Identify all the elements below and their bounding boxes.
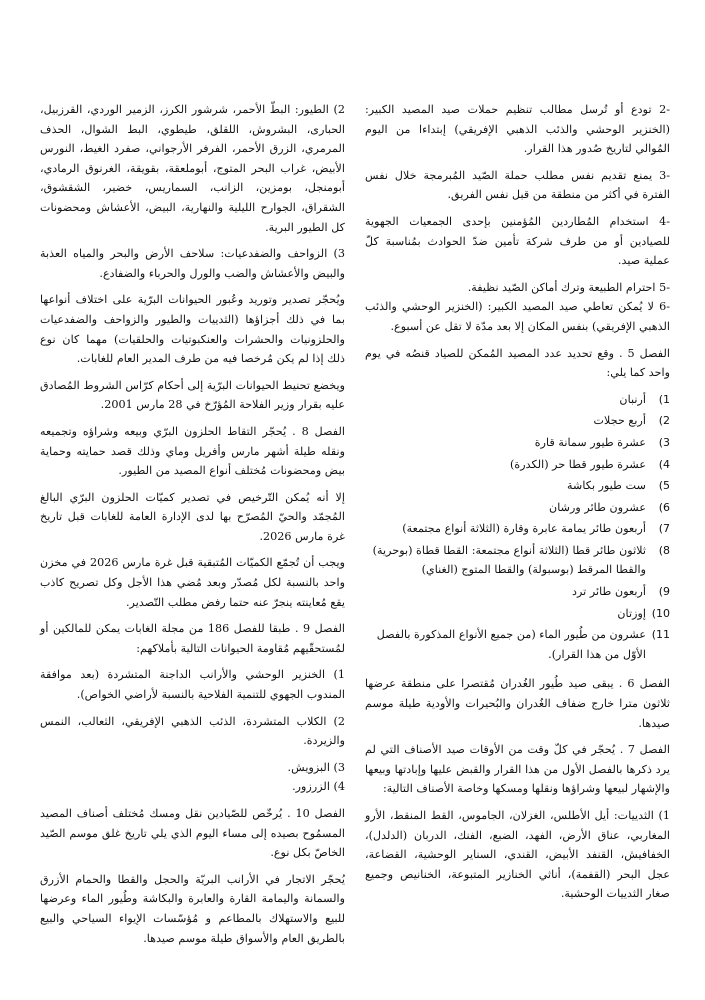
right-column bbox=[365, 100, 670, 911]
list-item: 10) إوزتان bbox=[617, 606, 670, 620]
paragraph: ويخضع تحنيط الحيوانات البرّية إلى أحكام كرّاس الشروط المُصادق عليه بقرار وزير الفلاحة المُؤرّخ في 28 مارس 2001. bbox=[40, 378, 345, 412]
list-item: 5) ست طيور بكاشة bbox=[566, 479, 670, 493]
paragraph: -6 لا يُمكن تعاطي صيد المصيد الكبير: (الخنزير الوحشي والذئب الذهبي الإفريقي) بنفس المكان إلا بعد مدّة لا تقل عن أسبوع. bbox=[365, 300, 670, 333]
paragraph: ويُحجّر تصدير وتوريد وعُبور الحيوانات البرّية على اختلاف أنواعها بما في ذلك أجزاؤها (الثدييات والطيور والزواحف والضفدعيات والحلزونيات والحشرات والعنكبوتيات والحلقيات) مهما كان نوع ذلك إذا لم يكن مُرخصا فيه من طرف المدير العام للغابات. bbox=[40, 293, 345, 366]
mammals-paragraph: 1) الثدييات: أيل الأطلس، الغزلان، الجاموس، القط المنقط، الأرو المغاربي، عناق الأرض، الفهد، الضبع، الفنك، الدربان (الدلدل)، الخفافيش، القنفد الأبيض، القندي، السناير الوحشية، القضاعة، عجل البحر (القفمة)، أناثي الخنازير المتبوعة، الخنانيص وجميع صغار الثدييات الوحشية. bbox=[365, 809, 670, 901]
paragraph: -4 استخدام المُطاردين المُؤمنين بإحدى الجمعيات الجهوية للصيادين أو من طرف شركة تأمين ضدّ الحوادث بمُناسبة كلّ عملية صيد. bbox=[365, 214, 670, 268]
left-column bbox=[40, 100, 345, 955]
reptiles-paragraph: 3) الزواحف والضفدعيات: سلاحف الأرض والبحر والمياه العذبة والبيض والأعشاش والضب والورل والحرباء والضفادع. bbox=[40, 247, 345, 280]
list-item: 6) عشرون طائر ورشان bbox=[549, 500, 670, 514]
list-item: 2) أربع حجلات bbox=[593, 414, 670, 428]
article-5-intro: الفصل 5 . وقع تحديد عدد المصيد المُمكن للصياد قنصُه في يوم واحد كما يلي: bbox=[365, 346, 670, 380]
list-item: 1) أرنبان bbox=[619, 392, 670, 406]
article-9-intro: الفصل 9 . طبقا للفصل 186 من مجلة الغابات يمكن للمالكين أو لمُستحقّيهم مُقاومة الحيوانات التالية بأملاكهم: bbox=[40, 622, 345, 655]
list-item: 1) الخنزير الوحشي والأرانب الداجنة المتشردة (بعد موافقة المندوب الجهوي للتنمية الفلاحية بالنسبة لأراضي الخواص). bbox=[40, 668, 345, 702]
list-item: 4) الزرزور. bbox=[292, 780, 345, 794]
paragraph: -5 احترام الطبيعة وترك أماكن الصّيد نظيفة. bbox=[467, 280, 670, 294]
list-item: 4) عشرة طيور قطا حر (الكدرة) bbox=[510, 457, 670, 471]
list-item: 7) أربعون طائر يمامة عابرة وقارة (الثلاثة أنواع مجتمعة) bbox=[402, 522, 670, 536]
paragraph: -3 يمنع تقديم نفس مطلب حملة الصّيد المُبرمجة خلال نفس الفترة في أكثر من منطقة من قبل نفس الفريق. bbox=[365, 168, 670, 202]
list-item: 11) عشرون من طُيور الماء (من جميع الأنواع المذكورة بالفصل الأوّل من هذا القرار). bbox=[376, 628, 670, 661]
article-10: الفصل 10 . يُرخّص للصّيادين نقل ومسك مُختلف أصناف المصيد المسمُوح بصيده إلى مساء اليوم الذي يلي تاريخ غلق موسم الصّيد الخاصّ بكل نوع. bbox=[40, 807, 345, 860]
paragraph: إلا أنه يُمكن التّرخيص في تصدير كميّات الحلزون البرّي البالغ المُجمّد والحيّ المُصرّح بها لدى الإدارة العامة للغابات قبل تاريخ غرة مارس 2026. bbox=[40, 490, 345, 543]
list-item: 3) عشرة طيور سمانة قارة bbox=[534, 435, 670, 449]
article-6: الفصل 6 . يبقى صيد طُيور الغُدران مُقتصرا على منطقة عرضها ثلاثون مترا خارج ضفاف الغُدران والبُحيرات والأودية طيلة موسم صيدها. bbox=[365, 677, 670, 730]
list-item: 3) البزويش. bbox=[287, 760, 345, 774]
list-item: 9) أربعون طائر ترد bbox=[572, 585, 670, 599]
list-item: 2) الكلاب المتشردة، الذئب الذهبي الإفريقي، الثعالب، النمس والزيردة. bbox=[40, 714, 345, 748]
paragraph: ويجب أن تُجمّع الكميّات المُتبقية قبل غرة مارس 2026 في مخزن واحد بالنسبة لكل مُصدّر وبعد مُضي هذا الأجل وكل تصريح كاذب يقع مُعاينته ينجرّ عنه حتما رفض مطلب التّصدير. bbox=[40, 556, 346, 609]
paragraph: يُحجّر الاتجار في الأرانب البريّة والحجل والقطا والحمام الأزرق والسمانة واليمامة القارة والعابرة والبكاشة وطُيور الماء وعرضها للبيع والاستهلاك بالمطاعم و مُؤسّسات الإيواء السياحي والبيع بالطريق العام والأسواق طيلة موسم صيدها. bbox=[40, 872, 345, 945]
catch-limit-list bbox=[365, 390, 670, 665]
paragraph: -2 تودع أو تُرسل مطالب تنظيم حملات صيد المصيد الكبير: (الخنزير الوحشي والذئب الذهبي الإفريقي) إبتداءا من اليوم المُوالي لتاريخ صُدور هذا القرار. bbox=[365, 103, 670, 156]
birds-paragraph: 2) الطيور: البطّ الأحمر، شرشور الكرز، الزمير الوردي، القرزبيل، الحبارى، البشروش، اللقلق، طيطوي، البط الشوال، الحذف المرمري، الزرق الأحمر، الفرفر الأرجواني، صفرد الغيط، النورس الأبيض، غراب البحر المتوج، أبوملعقة، بقويقة، الغرنوق الرمادي، أبومنجل، بومزين، الزانب، السماريس، خضير، الشقشوق، الشقراق، الجوارح الليلية والنهارية، البيض، الأعشاش ومحضونات كل الطيور البرية. bbox=[40, 103, 345, 234]
article-8: الفصل 8 . يُحجّر التقاط الحلزون البرّي وبيعه وشراؤه وتجميعه ونقله طيلة أشهر مارس وأفريل وماي وذلك قصد حمايته وحماية بيض ومحضونات مُختلف أنواع المصيد من الطيور. bbox=[40, 424, 345, 478]
article-7: الفصل 7 . يُحجّر في كلّ وقت من الأوقات صيد الأصناف التي لم يرد ذكرها بالفصل الأول من هذا القرار والقبض عليها وإبادتها وبيعها والإشهار لبيعها وشراؤها ونقلها ومسكها وخاصة الأصناف التالية: bbox=[365, 743, 670, 796]
list-item: 8) ثلاثون طائر قطا (الثلاثة أنواع مجتمعة: القطا قطاة (بوحرية) والقطا المرقط (بوسبولة) والقطا المتوج (الغناي) bbox=[372, 543, 670, 577]
